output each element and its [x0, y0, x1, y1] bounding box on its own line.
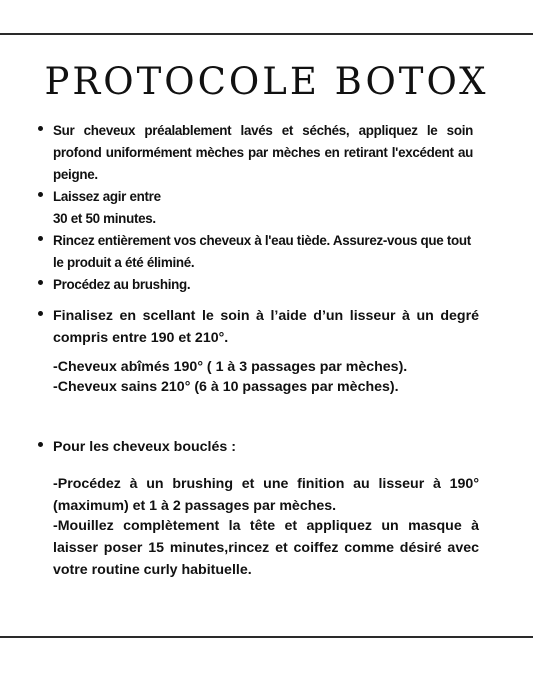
step-wait-line2: 30 et 50 minutes.	[53, 211, 156, 226]
curly-heading: Pour les cheveux bouclés :	[53, 436, 473, 458]
bottom-divider	[0, 636, 533, 638]
temperature-healthy: -Cheveux sains 210° (6 à 10 passages par mèches).	[53, 379, 399, 395]
step-wait	[53, 186, 473, 230]
top-divider	[0, 33, 533, 35]
step-wait-line1: Laissez agir entre	[53, 189, 161, 204]
curly-step-mask: -Mouillez complètement la tête et appliquez un masque à laisser poser 15 minutes,rincez et coiffez comme désiré avec votre routine curly habituelle.	[53, 518, 479, 578]
curly-step-brushing: -Procédez à un brushing et une finition au lisseur à 190° (maximum) et 1 à 2 passages par mèches.	[53, 476, 479, 514]
step-brushing: Procédez au brushing.	[53, 274, 473, 296]
step-apply: Sur cheveux préalablement lavés et séchés, appliquez le soin profond uniformément mèches par mèches en retirant l'excédent au peigne.	[53, 120, 473, 186]
step-finalize: Finalisez en scellant le soin à l’aide d’un lisseur à un degré compris entre 190 et 210°.	[53, 305, 479, 349]
temperature-damaged: -Cheveux abîmés 190° ( 1 à 3 passages par mèches).	[53, 359, 408, 375]
step-rinse: Rincez entièrement vos cheveux à l'eau tiède. Assurez-vous que tout le produit a été éliminé.	[53, 230, 478, 274]
page-title: PROTOCOLE BOTOX	[44, 60, 489, 103]
